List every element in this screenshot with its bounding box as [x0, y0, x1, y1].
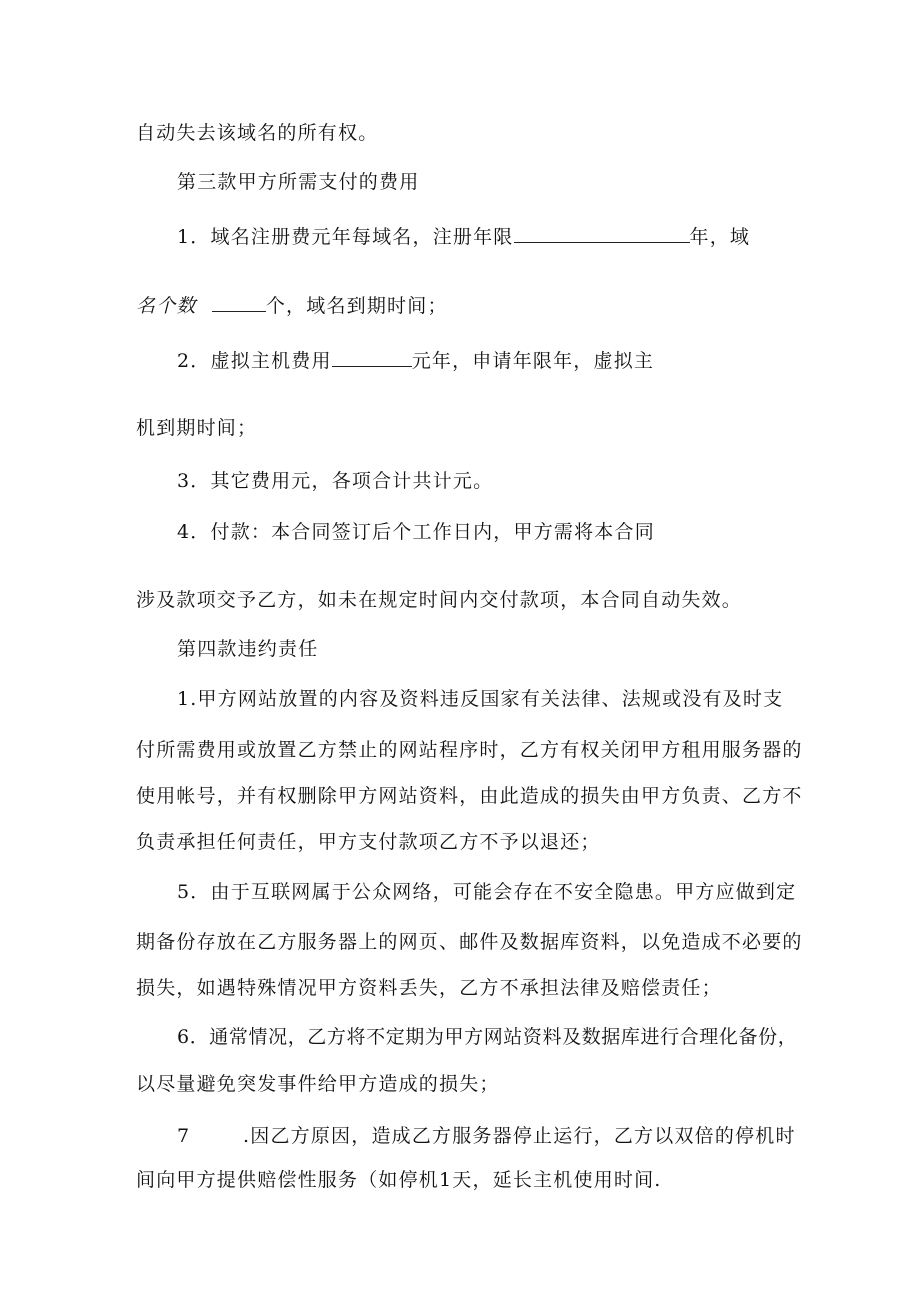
paragraph-line: 1.甲方网站放置的内容及资料违反国家有关法律、法规或没有及时支 [177, 688, 784, 710]
paragraph-line: 自动失去该域名的所有权。 [136, 122, 379, 144]
paragraph-line: 损失，如遇特殊情况甲方资料丢失，乙方不承担法律及赔偿责任； [136, 977, 722, 999]
line-text: 1．域名注册费元年每域名，注册年限 [177, 226, 514, 248]
line-text: 名个数 [136, 295, 197, 317]
fill-in-blank [332, 348, 412, 367]
paragraph-line: 涉及款项交予乙方，如未在规定时间内交付款项，本合同自动失效。 [136, 589, 743, 611]
paragraph-line [177, 1124, 796, 1148]
paragraph-line: 4．付款：本合同签订后个工作日内，甲方需将本合同 [177, 521, 655, 543]
paragraph-line: 付所需费用或放置乙方禁止的网站程序时，乙方有权关闭甲方租用服务器的 [136, 739, 803, 761]
line-text: 个，域名到期时间； [265, 295, 448, 317]
paragraph-line [136, 293, 448, 318]
section-heading: 第四款违约责任 [177, 638, 319, 660]
fill-in-blank [212, 293, 266, 312]
paragraph-line: 间向甲方提供赔偿性服务（如停机1天，延长主机使用时间. [136, 1169, 662, 1191]
paragraph-line: 期备份存放在乙方服务器上的网页、邮件及数据库资料，以免造成不必要的 [136, 931, 803, 953]
fill-in-blank [514, 224, 690, 243]
line-text: 年，域 [689, 226, 751, 248]
paragraph-line: 机到期时间； [136, 417, 258, 439]
line-text: 元年，申请年限年，虚拟主 [411, 350, 655, 372]
paragraph-line: 使用帐号，并有权删除甲方网站资料，由此造成的损失由甲方负责、乙方不 [136, 785, 803, 807]
paragraph-line: 3．其它费用元，各项合计共计元。 [177, 470, 494, 492]
paragraph-line [177, 224, 750, 249]
item-number: 7 [177, 1125, 191, 1147]
line-text: 2．虚拟主机费用 [177, 350, 332, 372]
paragraph-line: 以尽量避免突发事件给甲方造成的损失； [136, 1073, 500, 1095]
section-heading: 第三款甲方所需支付的费用 [177, 171, 420, 193]
paragraph-line: 6．通常情况，乙方将不定期为甲方网站资料及数据库进行合理化备份， [177, 1026, 798, 1048]
paragraph-line [177, 348, 654, 373]
paragraph-line: 5．由于互联网属于公众网络，可能会存在不安全隐患。甲方应做到定 [177, 881, 797, 903]
line-text: .因乙方原因，造成乙方服务器停止运行，乙方以双倍的停机时 [243, 1125, 796, 1147]
paragraph-line: 负责承担任何责任，甲方支付款项乙方不予以退还； [136, 831, 601, 853]
